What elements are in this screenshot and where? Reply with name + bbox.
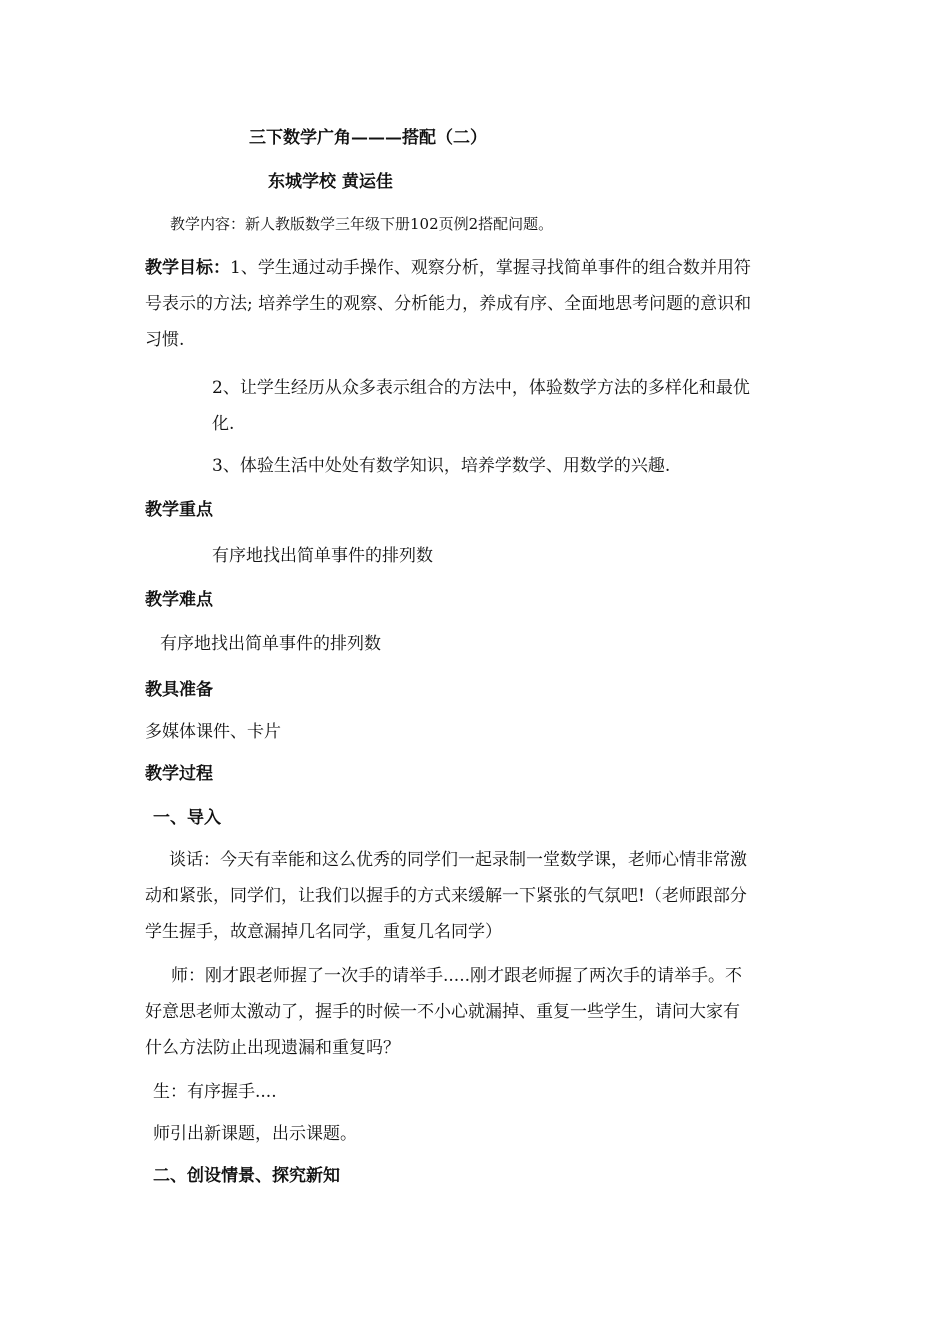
talk-line-1: 谈话：今天有幸能和这么优秀的同学们一起录制一堂数学课，老师心情非常激 <box>169 850 747 870</box>
teacher-line-1: 师：刚才跟老师握了一次手的请举手.....刚才跟老师握了两次手的请举手。不 <box>171 966 743 986</box>
process-heading: 教学过程 <box>145 764 213 784</box>
goal-1-line-3: 习惯. <box>145 330 185 350</box>
section-2-heading: 二、创设情景、探究新知 <box>153 1166 340 1186</box>
document-title: 三下数学广角———搭配（二） <box>249 128 487 148</box>
goal-2-line-2: 化. <box>212 414 235 434</box>
goal-1-line-2: 号表示的方法; 培养学生的观察、分析能力，养成有序、全面地思考问题的意识和 <box>145 294 752 314</box>
teacher-intro: 师引出新课题，出示课题。 <box>153 1124 357 1144</box>
teacher-line-2: 好意思老师太激动了，握手的时候一不小心就漏掉、重复一些学生，请问大家有 <box>145 1002 740 1022</box>
teaching-content: 教学内容：新人教版数学三年级下册102页例2搭配问题。 <box>170 215 554 233</box>
key-point-text: 有序地找出简单事件的排列数 <box>212 546 433 566</box>
goals-label: 教学目标： <box>145 258 230 278</box>
difficulty-text: 有序地找出简单事件的排列数 <box>160 634 381 654</box>
goal-3: 3、体验生活中处处有数学知识，培养学数学、用数学的兴趣. <box>212 456 671 476</box>
materials-text: 多媒体课件、卡片 <box>145 722 281 742</box>
goal-2-line-1: 2、让学生经历从众多表示组合的方法中，体验数学方法的多样化和最优 <box>212 378 750 398</box>
student-answer: 生：有序握手.... <box>153 1082 277 1102</box>
talk-line-2: 动和紧张，同学们，让我们以握手的方式来缓解一下紧张的气氛吧!（老师跟部分 <box>145 886 747 906</box>
goal-1-line-1 <box>145 256 751 280</box>
key-point-heading: 教学重点 <box>145 500 213 520</box>
materials-heading: 教具准备 <box>145 680 213 700</box>
teacher-line-3: 什么方法防止出现遗漏和重复吗？ <box>145 1038 400 1058</box>
talk-line-3: 学生握手，故意漏掉几名同学，重复几名同学） <box>145 922 502 942</box>
difficulty-heading: 教学难点 <box>145 590 213 610</box>
goal-1-text: 1、学生通过动手操作、观察分析，掌握寻找简单事件的组合数并用符 <box>230 258 751 278</box>
author-line: 东城学校 黄运佳 <box>268 172 393 192</box>
section-1-heading: 一、导入 <box>153 808 221 828</box>
